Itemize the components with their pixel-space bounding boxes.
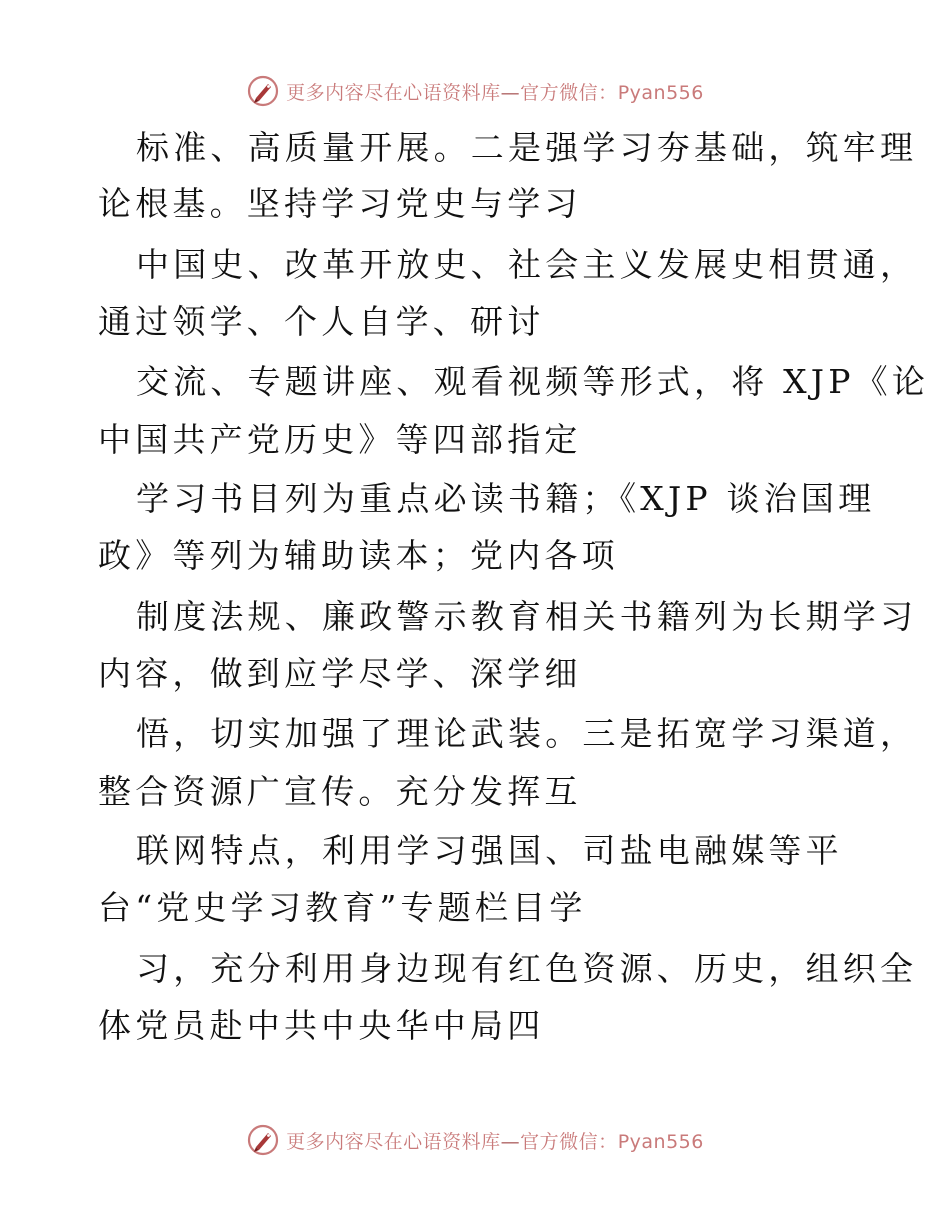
- watermark-site-text: 更多内容尽在心语资料库: [286, 81, 501, 104]
- text-line: 体党员赴中共中央华中局四: [98, 1006, 545, 1045]
- pen-nib-logo-icon: [246, 1123, 280, 1157]
- footer-watermark-banner: [0, 1120, 950, 1160]
- text-line: 交流、专题讲座、观看视频等形式，将 XJP《论: [136, 362, 930, 401]
- text-line: 学习书目列为重点必读书籍；《XJP 谈治国理: [136, 479, 876, 518]
- text-line: 政》等列为辅助读本；党内各项: [98, 536, 619, 575]
- text-line: 台“党史学习教育”专题栏目学: [98, 888, 587, 927]
- watermark-text: [286, 78, 704, 105]
- watermark-wechat-id: Pyan556: [617, 81, 704, 104]
- text-line: 内容，做到应学尽学、深学细: [98, 654, 582, 693]
- text-line: 制度法规、廉政警示教育相关书籍列为长期学习: [136, 597, 918, 636]
- text-line: 中国共产党历史》等四部指定: [98, 420, 582, 459]
- watermark-text: [286, 1127, 704, 1154]
- watermark-wechat-id: Pyan556: [617, 1130, 704, 1153]
- header-watermark-banner: [0, 71, 950, 111]
- watermark-separator: —: [500, 81, 521, 104]
- text-line: 联网特点，利用学习强国、司盐电融媒等平: [136, 831, 843, 870]
- text-line: 习，充分利用身边现有红色资源、历史，组织全: [136, 949, 918, 988]
- watermark-wechat-label: 官方微信：: [520, 81, 618, 104]
- text-line: 论根基。坚持学习党史与学习: [98, 184, 582, 223]
- text-line: 中国史、改革开放史、社会主义发展史相贯通，: [136, 245, 918, 284]
- watermark-site-text: 更多内容尽在心语资料库: [286, 1130, 501, 1153]
- text-line: 悟，切实加强了理论武装。三是拓宽学习渠道，: [136, 714, 918, 753]
- text-line: 通过领学、个人自学、研讨: [98, 302, 545, 341]
- watermark-separator: —: [500, 1130, 521, 1153]
- watermark-wechat-label: 官方微信：: [520, 1130, 618, 1153]
- text-line: 标准、高质量开展。二是强学习夯基础，筑牢理: [136, 128, 918, 167]
- text-line: 整合资源广宣传。充分发挥互: [98, 772, 582, 811]
- pen-nib-logo-icon: [246, 74, 280, 108]
